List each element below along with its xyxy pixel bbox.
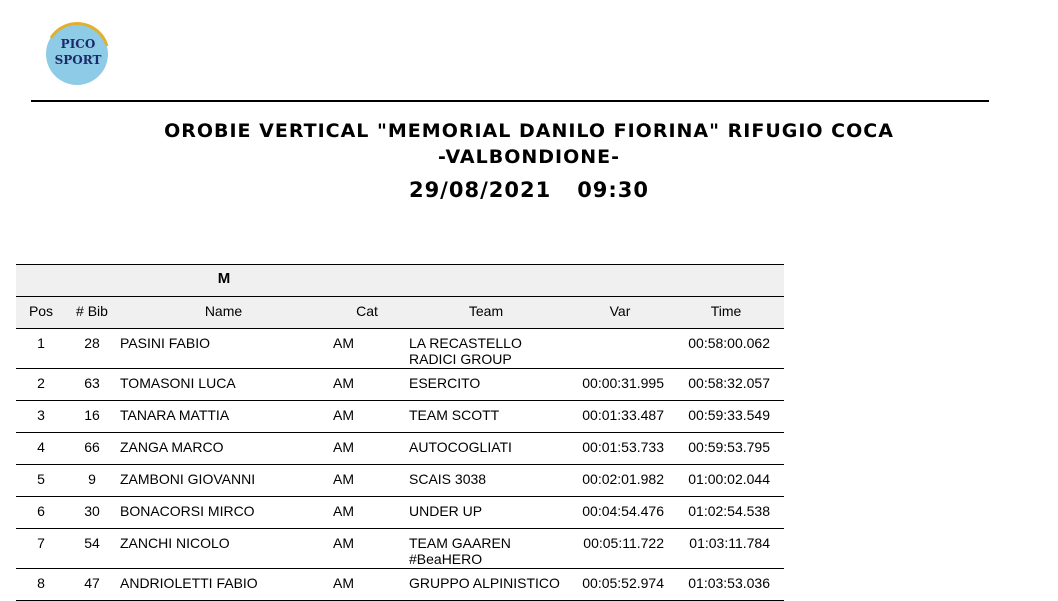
col-team: Team [468,303,504,319]
cell-team: ESERCITO [409,375,481,391]
table-row [16,369,784,401]
cell-pos: 7 [37,535,45,551]
cell-pos: 5 [37,471,45,487]
col-pos: Pos [28,303,54,319]
cell-team: UNDER UP [409,503,483,519]
cell-var: 00:04:54.476 [582,503,664,519]
cell-pos: 4 [37,439,45,455]
cell-pos: 3 [37,407,45,423]
cell-cat: AM [333,335,354,351]
event-date: 29/08/2021 [408,178,552,202]
cell-pos: 8 [37,575,45,591]
logo-text-line1: PICO [60,37,96,51]
cell-bib: 30 [84,503,100,519]
cell-cat: AM [333,535,354,551]
cell-time: 01:03:53.036 [688,575,770,591]
cell-var: 00:05:11.722 [583,535,664,551]
cell-pos: 1 [37,335,45,351]
cell-team: TEAM SCOTT [409,407,500,423]
group-label: M [217,270,231,287]
cell-name: TOMASONI LUCA [120,375,236,391]
col-cat: Cat [356,303,378,319]
cell-name: ZANGA MARCO [120,439,224,455]
cell-cat: AM [333,503,354,519]
col-time: Time [710,303,742,319]
cell-team: TEAM GAAREN #BeaHERO [409,535,511,567]
cell-cat: AM [333,375,354,391]
cell-time: 00:58:32.057 [688,375,770,391]
table-row [16,529,784,569]
table-row [16,465,784,497]
table-row [16,569,784,601]
column-headers [16,296,784,329]
cell-pos: 2 [37,375,45,391]
cell-time: 01:03:11.784 [689,535,770,551]
cell-time: 01:00:02.044 [688,471,770,487]
event-location: -VALBONDIONE- [437,146,621,168]
cell-team: SCAIS 3038 [409,471,487,487]
cell-var: 00:00:31.995 [582,375,664,391]
cell-pos: 6 [37,503,45,519]
cell-name: PASINI FABIO [120,335,210,351]
event-datetime [0,178,1058,202]
cell-var: 00:02:01.982 [582,471,664,487]
table-row [16,401,784,433]
cell-var: 00:01:53.733 [582,439,664,455]
col-bib: # Bib [76,303,108,319]
cell-bib: 54 [84,535,100,551]
table-row [16,497,784,529]
cell-bib: 63 [84,375,100,391]
table-row [16,433,784,465]
group-header [16,264,784,296]
cell-time: 00:59:33.549 [688,407,770,423]
logo-text-line2: SPORT [54,53,102,67]
cell-bib: 9 [88,471,96,487]
cell-bib: 66 [84,439,100,455]
cell-cat: AM [333,471,354,487]
cell-bib: 16 [84,407,100,423]
cell-cat: AM [333,575,354,591]
cell-cat: AM [333,407,354,423]
cell-team: GRUPPO ALPINISTICO [409,575,560,591]
cell-name: ZANCHI NICOLO [120,535,230,551]
cell-name: ZAMBONI GIOVANNI [120,471,256,487]
col-var: Var [609,303,631,319]
cell-bib: 28 [84,335,100,351]
pico-sport-logo [43,18,113,88]
cell-time: 00:59:53.795 [688,439,770,455]
cell-team: AUTOCOGLIATI [409,439,512,455]
event-time: 09:30 [577,178,650,202]
results-table [16,264,784,601]
header-divider [31,100,989,102]
cell-var: 00:05:52.974 [582,575,664,591]
table-row [16,329,784,369]
cell-name: ANDRIOLETTI FABIO [120,575,258,591]
cell-time: 00:58:00.062 [688,335,770,351]
cell-bib: 47 [84,575,100,591]
cell-cat: AM [333,439,354,455]
cell-var: 00:01:33.487 [582,407,664,423]
cell-time: 01:02:54.538 [688,503,770,519]
cell-name: TANARA MATTIA [120,407,230,423]
cell-team: LA RECASTELLO RADICI GROUP [409,335,522,367]
event-title: OROBIE VERTICAL "MEMORIAL DANILO FIORINA" RIFUGIO COCA [164,120,894,142]
col-name: Name [204,303,243,319]
cell-name: BONACORSI MIRCO [120,503,255,519]
